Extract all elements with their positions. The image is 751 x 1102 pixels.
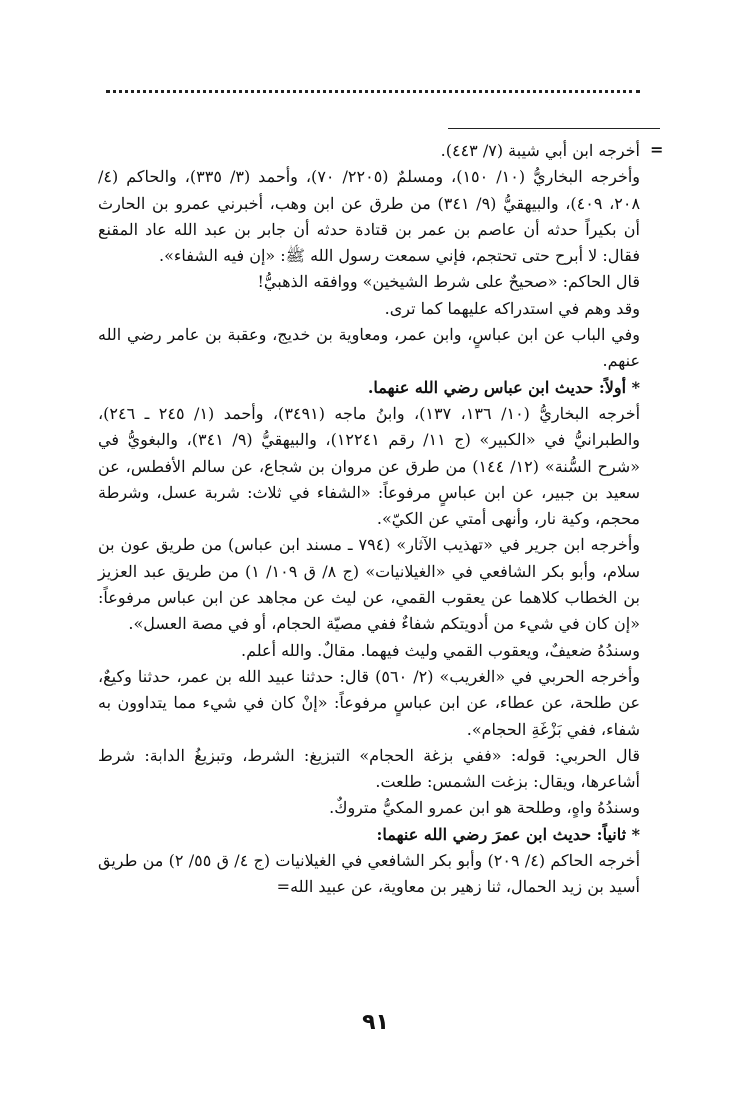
- dotted-separator: [106, 90, 640, 93]
- continuation-mark: =: [650, 140, 664, 159]
- paragraph: وأخرجه البخاريُّ (١٠/ ١٥٠)، ومسلمٌ (٢٢٠٥/ ٧٠)، وأحمد (٣/ ٣٣٥)، والحاكم (٤/ ٢٠٨، ٤٠٩)، والبيهقيُّ (٩/ ٣٤١) من طرق عن ابن وهب، أخبرني عمرو بن الحارث أن بكيراً حدثه أن عاصم بن عمر بن قتادة حدثه أن جابر بن عبد الله عاد المقنع فقال: لا أبرح حتى تحتجم، فإني سمعت رسول الله ﷺ: «إن فيه الشفاء».: [98, 167, 641, 266]
- paragraph: وسندُهُ ضعيفٌ، ويعقوب القمي وليث فيهما. مقالٌ. والله أعلم.: [240, 640, 640, 660]
- paragraph: وقد وهم في استدراكه عليهما كما ترى.: [384, 298, 640, 318]
- page-number: ٩١: [362, 1010, 389, 1035]
- paragraph: وفي الباب عن ابن عباسٍ، وابن عمر، ومعاوية بن خديج، وعقبة بن عامر رضي الله عنهم.: [98, 325, 640, 371]
- paragraph: وأخرجه ابن جرير في «تهذيب الآثار» (٧٩٤ ـ مسند ابن عباس) من طريق عون بن سلام، وأبو بكر الشافعي في «الغيلانيات» (ج ٨/ ق ١٠٩/ ١) من طريق عبد العزيز بن الخطاب كلاهما عن يعقوب القمي، عن ليث عن مجاهد عن ابن عباس مرفوعاً: «إن كان في شيء من أدويتكم شفاءٌ ففي مصيّة الحجام، أو في مصة العسل».: [98, 535, 641, 634]
- paragraph: وأخرجه الحربي في «الغريب» (٢/ ٥٦٠) قال: حدثنا عبيد الله بن عمر، حدثنا وكيعٌ، عن طلحة، عن عطاء، عن ابن عباسٍ مرفوعاً: «إنْ كان في شيء مما يتداوون به شفاء، ففي بَزْغَةِ الحجام».: [98, 666, 640, 739]
- paragraph: قال الحاكم: «صحيحٌ على شرط الشيخين» ووافقه الذهبيُّ!: [257, 272, 640, 292]
- paragraph: أخرجه البخاريُّ (١٠/ ١٣٦، ١٣٧)، وابنُ ماجه (٣٤٩١)، وأحمد (١/ ٢٤٥ ـ ٢٤٦)، والطبرانيُّ في «الكبير» (ج ١١/ رقم ١٢٢٤١)، والبيهقيُّ (٩/ ٣٤١)، والبغويُّ في «شرح السُّنة» (١٢/ ١٤٤) من طرق عن مروان بن شجاع، عن سالم الأفطس، عن سعيد بن جبير، عن ابن عباسٍ مرفوعاً: «الشفاء في ثلاث: شربة عسل، وشرطة محجم، وكية نار، وأنهى أمتي عن الكيّ».: [98, 403, 641, 529]
- paragraph: وسندُهُ واهٍ، وطلحة هو ابن عمرو المكيُّ متروكٌ.: [329, 798, 640, 818]
- footnote-rule: [448, 128, 660, 129]
- paragraph: أخرجه الحاكم (٤/ ٢٠٩) وأبو بكر الشافعي في الغيلانيات (ج ٤/ ق ٥٥/ ٢) من طريق أسيد بن زيد الحمال، ثنا زهير بن معاوية، عن عبيد الله=: [98, 851, 641, 897]
- paragraph: قال الحربي: قوله: «ففي بزغة الحجام» التبزيغ: الشرط، وتبزيغُ الدابة: شرط أشاعرها، ويقال: بزغت الشمس: طلعت.: [98, 745, 640, 792]
- section-heading: * ثانياً: حديث ابن عمرَ رضي الله عنهما:: [376, 824, 640, 844]
- footnote-text: [98, 138, 640, 901]
- paragraph: أخرجه ابن أبي شيبة (٧/ ٤٤٣).: [440, 141, 640, 160]
- section-heading: * أولاً: حديث ابن عباس رضي الله عنهما.: [367, 377, 640, 397]
